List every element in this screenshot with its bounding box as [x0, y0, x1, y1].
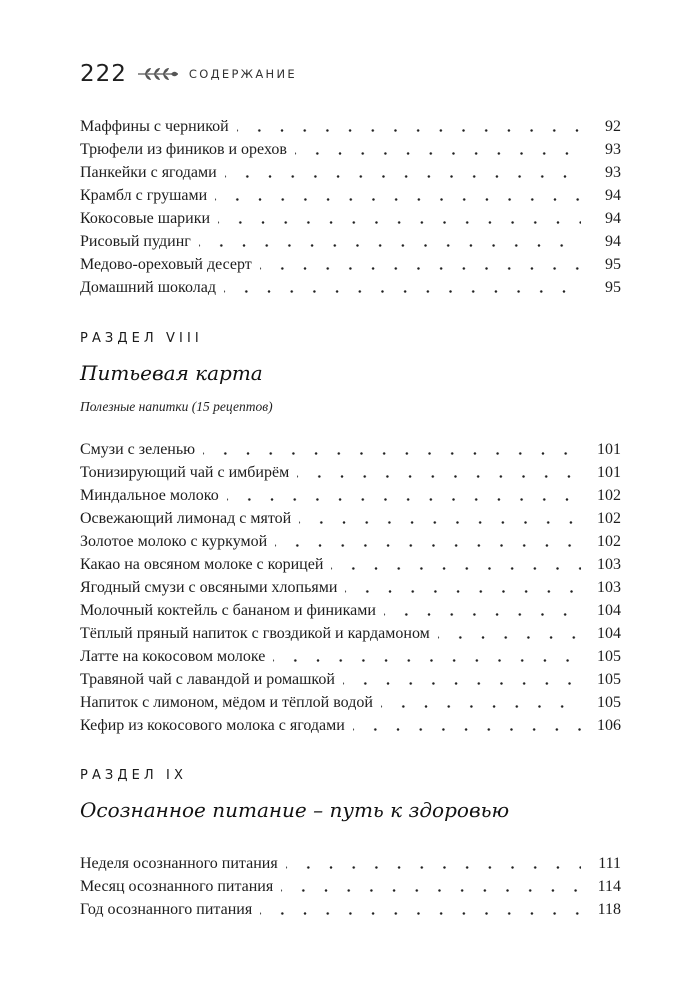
toc-entry-title: Какао на овсяном молоке с корицей: [80, 553, 331, 576]
toc-entry-title: Смузи с зеленью: [80, 438, 203, 461]
dot-leader: [225, 161, 581, 184]
toc-entry-page: 95: [581, 253, 621, 276]
toc-entry[interactable]: [80, 553, 621, 576]
toc-entry-page: 95: [581, 276, 621, 299]
dot-leader: [343, 668, 581, 691]
toc-entry[interactable]: [80, 115, 621, 138]
toc-entry-title: Ягодный смузи с овсяными хлопьями: [80, 576, 345, 599]
toc-entry-title: Миндальное молоко: [80, 484, 227, 507]
header-label: СОДЕРЖАНИЕ: [188, 67, 297, 81]
toc-entry-page: 103: [581, 576, 621, 599]
toc-list-top: [80, 115, 621, 299]
toc-list-section9: [80, 852, 621, 921]
dot-leader: [224, 276, 581, 299]
toc-entry-page: 102: [581, 507, 621, 530]
dot-leader: [260, 898, 581, 921]
toc-entry-title: Тонизирующий чай с имбирём: [80, 461, 297, 484]
toc-entry[interactable]: [80, 645, 621, 668]
toc-entry-title: Рисовый пудинг: [80, 230, 199, 253]
toc-entry-page: 94: [581, 207, 621, 230]
leaf-ornament-icon: [137, 64, 179, 84]
toc-entry-page: 102: [581, 484, 621, 507]
dot-leader: [227, 484, 581, 507]
dot-leader: [331, 553, 581, 576]
toc-entry-page: 93: [581, 138, 621, 161]
toc-entry[interactable]: [80, 207, 621, 230]
toc-entry[interactable]: [80, 691, 621, 714]
toc-entry[interactable]: [80, 138, 621, 161]
section-title: Питьевая карта: [80, 361, 263, 385]
toc-entry-page: 102: [581, 530, 621, 553]
section-title: Осознанное питание – путь к здоровью: [80, 798, 510, 822]
toc-entry-title: Домашний шоколад: [80, 276, 224, 299]
dot-leader: [299, 507, 581, 530]
toc-entry[interactable]: [80, 530, 621, 553]
toc-entry[interactable]: [80, 668, 621, 691]
toc-entry[interactable]: [80, 507, 621, 530]
toc-entry-title: Золотое молоко с куркумой: [80, 530, 275, 553]
toc-list-section8: [80, 438, 621, 737]
toc-entry-title: Кокосовые шарики: [80, 207, 218, 230]
toc-entry-page: 104: [581, 622, 621, 645]
dot-leader: [199, 230, 581, 253]
section-label: РАЗДЕЛ IX: [80, 768, 187, 783]
toc-entry[interactable]: [80, 898, 621, 921]
toc-entry-title: Неделя осознанного питания: [80, 852, 286, 875]
dot-leader: [281, 875, 581, 898]
toc-entry[interactable]: [80, 875, 621, 898]
toc-entry-page: 105: [581, 645, 621, 668]
toc-entry[interactable]: [80, 484, 621, 507]
dot-leader: [275, 530, 581, 553]
toc-entry-title: Освежающий лимонад с мятой: [80, 507, 299, 530]
dot-leader: [203, 438, 581, 461]
toc-entry-title: Месяц осознанного питания: [80, 875, 281, 898]
page-number: 222: [80, 61, 127, 87]
toc-entry[interactable]: [80, 253, 621, 276]
dot-leader: [286, 852, 581, 875]
toc-entry[interactable]: [80, 438, 621, 461]
page-header: [80, 56, 297, 92]
toc-entry-page: 94: [581, 230, 621, 253]
toc-entry-page: 92: [581, 115, 621, 138]
toc-entry-page: 114: [581, 875, 621, 898]
dot-leader: [345, 576, 581, 599]
toc-entry-page: 94: [581, 184, 621, 207]
dot-leader: [260, 253, 581, 276]
section-subtitle: Полезные напитки (15 рецептов): [80, 399, 273, 414]
toc-entry[interactable]: [80, 161, 621, 184]
toc-entry[interactable]: [80, 184, 621, 207]
toc-entry-page: 93: [581, 161, 621, 184]
dot-leader: [438, 622, 581, 645]
dot-leader: [295, 138, 581, 161]
toc-entry-page: 104: [581, 599, 621, 622]
toc-entry-page: 111: [581, 852, 621, 875]
dot-leader: [297, 461, 581, 484]
toc-entry[interactable]: [80, 276, 621, 299]
toc-entry-title: Латте на кокосовом молоке: [80, 645, 273, 668]
toc-entry-page: 106: [581, 714, 621, 737]
toc-entry[interactable]: [80, 230, 621, 253]
toc-entry-page: 105: [581, 691, 621, 714]
section-label: РАЗДЕЛ VIII: [80, 331, 203, 346]
dot-leader: [273, 645, 581, 668]
toc-entry-title: Медово-ореховый десерт: [80, 253, 260, 276]
toc-entry-title: Панкейки с ягодами: [80, 161, 225, 184]
toc-entry-title: Травяной чай с лавандой и ромашкой: [80, 668, 343, 691]
toc-entry[interactable]: [80, 599, 621, 622]
toc-entry[interactable]: [80, 461, 621, 484]
dot-leader: [384, 599, 581, 622]
toc-entry-title: Тёплый пряный напиток с гвоздикой и кардамоном: [80, 622, 438, 645]
toc-entry-page: 101: [581, 461, 621, 484]
toc-entry[interactable]: [80, 576, 621, 599]
toc-entry[interactable]: [80, 622, 621, 645]
toc-entry-page: 101: [581, 438, 621, 461]
dot-leader: [215, 184, 581, 207]
dot-leader: [237, 115, 581, 138]
toc-entry-title: Год осознанного питания: [80, 898, 260, 921]
dot-leader: [218, 207, 581, 230]
dot-leader: [381, 691, 581, 714]
toc-entry-title: Напиток с лимоном, мёдом и тёплой водой: [80, 691, 381, 714]
toc-entry-title: Кефир из кокосового молока с ягодами: [80, 714, 353, 737]
toc-entry-page: 105: [581, 668, 621, 691]
toc-entry-title: Трюфели из фиников и орехов: [80, 138, 295, 161]
toc-entry-title: Молочный коктейль с бананом и финиками: [80, 599, 384, 622]
dot-leader: [353, 714, 581, 737]
toc-entry-title: Крамбл с грушами: [80, 184, 215, 207]
toc-entry-title: Маффины с черникой: [80, 115, 237, 138]
toc-entry[interactable]: [80, 714, 621, 737]
toc-entry-page: 118: [581, 898, 621, 921]
toc-entry-page: 103: [581, 553, 621, 576]
toc-entry[interactable]: [80, 852, 621, 875]
